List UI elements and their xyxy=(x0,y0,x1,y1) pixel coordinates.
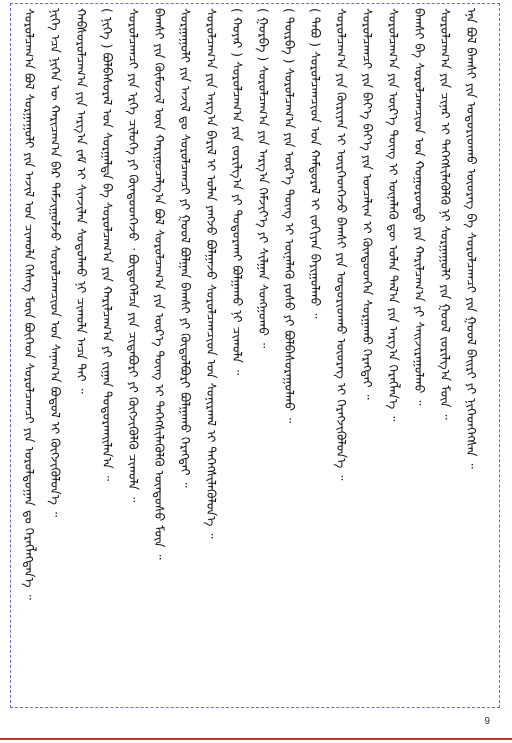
text-line: ᠬᠠᠪᠰᠤᠷᠤᠯᠴᠠᠭ᠎ᠠ ᠶᠢᠨ ᠠᠷᠭ᠎ᠠ ᠵᠠᠮ ᠢ ᠰᠢᠨᠵᠢᠯᠡᠨ ᠰᠤᠳᠤᠯᠬᠤ ᠨᠢ ᠴᠢᠬᠤᠯᠠ ᠠᠴᠠ ᠲᠠᠢ ᠃ xyxy=(74,8,89,394)
text-line: ᠰᠤᠷᠤᠯᠴᠠᠭ᠎ᠠ ᠶᠢᠨ ᠦᠷ᠎ᠡ ᠳᠦᠩ ᠢ ᠦᠨᠡᠯᠡᠬᠦ ᠳᠦ ᠣᠯᠠᠨ ᠲᠠᠯ᠎ᠠ ᠶᠢᠨ ᠠᠷᠭ᠎ᠠ ᠬᠡᠷᠡᠭᠯᠡᠨ᠎ᠡ ᠃ xyxy=(386,8,401,422)
bottom-rule xyxy=(0,738,512,740)
text-line: ( ᠨᠢᠭᠡ ) ᠪᠣᠯᠪᠠᠰᠤᠷᠠᠯ ᠤᠨ ᠰᠤᠷᠭᠠᠯᠲᠠ ᠪᠠ ᠰᠤᠷᠤᠯᠴᠠᠭ᠎ᠠ ᠶᠢᠨ ᠬᠠᠷᠢᠯᠴᠠᠭ᠎ᠠ ᠶᠢ ᠵᠢᠭᠠᠨ ᠲᠣᠳᠤᠷᠬᠠᠢᠯᠠᠨ᠎ᠠ ᠃ xyxy=(100,8,115,481)
text-line: ᠰᠤᠷᠤᠯᠴᠠᠭᠴᠢ ᠶᠢᠨ ᠡᠷᠬᠡ ᠴᠢᠯᠦᠭᠡ ᠶᠢ ᠬᠦᠨᠳᠦᠳᠬᠡᠵᠦ ᠂ ᠪᠦᠲᠦᠭᠡᠯᠴᠡ ᠶᠢᠨ ᠴᠢᠳᠠᠪᠤᠷᠢ ᠶᠢ ᠬᠥᠭᠵᠢᠭᠦᠯᠬᠦ ᠴᠢᠬᠤᠯᠠ ᠃ xyxy=(126,8,141,503)
text-line: ᠨᠢᠭᠡ ᠡᠴᠡ ᠨᠢᠭᠡᠨ ᠦ ᠬᠠᠷᠢᠴᠠᠭ᠎ᠠ ᠪᠠᠷ ᠳᠠᠮᠵᠢᠭᠤᠯᠵᠤ ᠰᠤᠷᠤᠯᠴᠠᠭᠴᠢᠳ ᠤᠨ ᠰᠠᠨᠠᠭ᠎ᠠ ᠪᠣᠳᠤᠯ ᠢ ᠬᠥᠭᠵᠢᠭᠦᠯᠦᠨ᠎ᠡ ᠃ xyxy=(48,8,63,518)
text-line: ᠰᠤᠷᠤᠯᠴᠠᠭ᠎ᠠ ᠪᠣᠯ ᠰᠤᠷᠭᠠᠭᠤᠯᠢ ᠶᠢᠨ ᠠᠵᠢᠯ ᠤᠨ ᠴᠢᠬᠤᠯᠠ ᠬᠡᠰᠡᠭ ᠮᠥᠨ ᠪᠥᠭᠡᠳ ᠰᠤᠷᠤᠯᠴᠠᠭᠴᠢ ᠶᠢᠨ ᠤᠷᠤᠯᠳᠤᠭᠠᠨ ᠳᠤ ᠬᠡᠷᠡᠭᠯᠡᠭᠳᠡᠨ᠎ᠡ ᠃ xyxy=(22,8,37,600)
text-line: ( ᠳᠥᠷᠪᠡ ) ᠰᠤᠷᠤᠯᠴᠠᠭ᠎ᠠ ᠶᠢᠨ ᠦᠷ᠎ᠡ ᠳᠦᠩ ᠢ ᠦᠨᠡᠯᠡᠬᠦ ᠶᠣᠰᠤ ᠶᠢ ᠪᠣᠯᠪᠠᠰᠤᠷᠠᠭᠤᠯᠬᠤ ᠃ xyxy=(282,8,297,424)
text-line: ᠰᠤᠷᠤᠯᠴᠠᠭ᠎ᠠ ᠶᠢᠨ ᠠᠷᠭ᠎ᠠ ᠪᠠᠷᠢᠯ ᠢ ᠣᠯᠠᠨ ᠶᠠᠩᠵᠤ ᠪᠣᠯᠭᠠᠵᠤ ᠰᠤᠷᠤᠯᠴᠠᠭᠴᠢᠳ ᠤᠨ ᠰᠣᠨᠢᠷᠬᠠᠯ ᠢ ᠳᠡᠭᠡᠭᠰᠢᠯᠡᠭᠦᠯᠦᠨ᠎ᠡ ᠃ xyxy=(204,8,219,539)
text-line: ᠪᠠᠭᠰᠢ ᠶᠢᠨ ᠬᠦᠮᠦᠵᠢᠯ ᠦᠨ ᠬᠠᠷᠢᠭᠤᠴᠠᠯᠭ᠎ᠠ ᠪᠣᠯ ᠰᠤᠷᠤᠯᠴᠠᠭ᠎ᠠ ᠶᠢᠨ ᠦᠷ᠎ᠡ ᠳᠦᠩ ᠢ ᠳᠡᠭᠡᠭᠰᠢᠯᠡᠭᠦᠯᠬᠦ ᠦᠨᠳᠦᠰᠦ ᠮᠥᠨ ᠃ xyxy=(152,8,167,560)
text-line: ᠰᠤᠷᠭᠠᠭᠤᠯᠢ ᠶᠢᠨ ᠠᠵᠢᠯ ᠳᠤ ᠰᠤᠷᠤᠯᠴᠠᠭᠴᠢ ᠶᠢ ᠭᠣᠣᠯ ᠪᠣᠯᠭᠠᠨ ᠪᠠᠭᠰᠢ ᠶᠢ ᠬᠥᠲᠦᠯᠪᠦᠷᠢ ᠪᠣᠯᠭᠠᠬᠤ ᠬᠡᠷᠡᠭᠲᠡᠢ ᠃ xyxy=(178,8,193,488)
page-frame xyxy=(10,3,500,708)
text-line: ( ᠲᠠᠪᠤ ) ᠰᠤᠷᠤᠯᠴᠠᠭᠴᠢᠳ ᠤᠨ ᠬᠠᠮᠲᠤᠷᠠᠯ ᠢ ᠵᠣᠬᠢᠶᠠᠨ ᠪᠠᠶᠢᠭᠤᠯᠬᠤ ᠃ xyxy=(308,8,323,319)
page-number: 9 xyxy=(484,716,490,727)
mongolian-text-body xyxy=(15,8,495,703)
text-line: ᠰᠤᠷᠤᠯᠴᠠᠭ᠎ᠠ ᠶᠢᠨ ᠴᠢᠨᠠᠷ ᠢ ᠳᠡᠭᠡᠭᠰᠢᠯᠡᠭᠦᠯᠬᠦ ᠨᠢ ᠰᠤᠷᠭᠠᠭᠤᠯᠢ ᠶᠢᠨ ᠭᠣᠣᠯ ᠵᠣᠷᠢᠯᠭ᠎ᠠ ᠮᠥᠨ ᠃ xyxy=(438,8,453,420)
text-line: ᠪᠠᠭᠰᠢ ᠪᠠ ᠰᠤᠷᠤᠯᠴᠠᠭᠴᠢᠳ ᠤᠨ ᠬᠣᠭᠣᠷᠤᠨᠳᠤ ᠶᠢᠨ ᠬᠠᠷᠢᠯᠴᠠᠭ᠎ᠠ ᠶᠢ ᠰᠠᠢᠵᠢᠷᠠᠭᠤᠯᠬᠤ ᠃ xyxy=(412,8,427,406)
text-line: ( ᠭᠤᠷᠪᠠ ) ᠰᠤᠷᠤᠯᠴᠠᠭ᠎ᠠ ᠶᠢᠨ ᠠᠷᠭ᠎ᠠ ᠬᠡᠮᠵᠢᠶ᠎ᠡ ᠶᠢ ᠰᠢᠯᠭᠠᠨ ᠰᠣᠩᠭᠣᠬᠤ ᠃ xyxy=(256,8,271,349)
text-line: ᠰᠤᠷᠤᠯᠴᠠᠭ᠎ᠠ ᠶᠢᠨ ᠬᠦᠷᠢᠶᠡᠨ ᠢ ᠥᠷᠭᠡᠳᠬᠡᠵᠦ ᠪᠠᠭᠰᠢ ᠶᠢᠨ ᠤᠳᠤᠷᠢᠳᠬᠤ ᠦᠦᠷᠡᠭ ᠢ ᠬᠡᠷᠡᠭᠵᠢᠭᠦᠯᠦᠨ᠎ᠡ ᠃ xyxy=(334,8,349,481)
text-line: ( ᠬᠣᠶᠠᠷ ) ᠰᠤᠷᠤᠯᠴᠠᠭ᠎ᠠ ᠶᠢᠨ ᠵᠣᠷᠢᠯᠭ᠎ᠠ ᠶᠢ ᠲᠣᠳᠤᠷᠬᠠᠢ ᠪᠣᠯᠭᠠᠬᠤ ᠨᠢ ᠴᠢᠬᠤᠯᠠ ᠃ xyxy=(230,8,245,375)
text-line: ᠡᠨᠡ ᠪᠣᠯ ᠪᠠᠭᠰᠢ ᠶᠢᠨ ᠤᠳᠤᠷᠢᠳᠬᠤ ᠦᠦᠷᠡᠭ ᠪᠠ ᠰᠤᠷᠤᠯᠴᠠᠭᠴᠢ ᠶᠢᠨ ᠭᠣᠣᠯ ᠪᠠᠢᠷᠢ ᠶᠢ ᠨᠢᠭᠡᠳᠭᠡᠭᠰᠡᠨ ᠃ xyxy=(464,8,479,469)
text-line: ᠰᠤᠷᠤᠯᠴᠠᠭᠴᠢ ᠶᠢᠨ ᠪᠡᠶ᠎ᠡ ᠪᠡᠶ᠎ᠡ ᠶᠢᠨ ᠣᠨᠴᠠᠯᠢᠭ ᠢ ᠬᠦᠨᠳᠦᠳᠬᠡᠨ ᠰᠤᠷᠭᠠᠬᠤ ᠬᠡᠷᠡᠭᠲᠡᠢ ᠃ xyxy=(360,8,375,400)
